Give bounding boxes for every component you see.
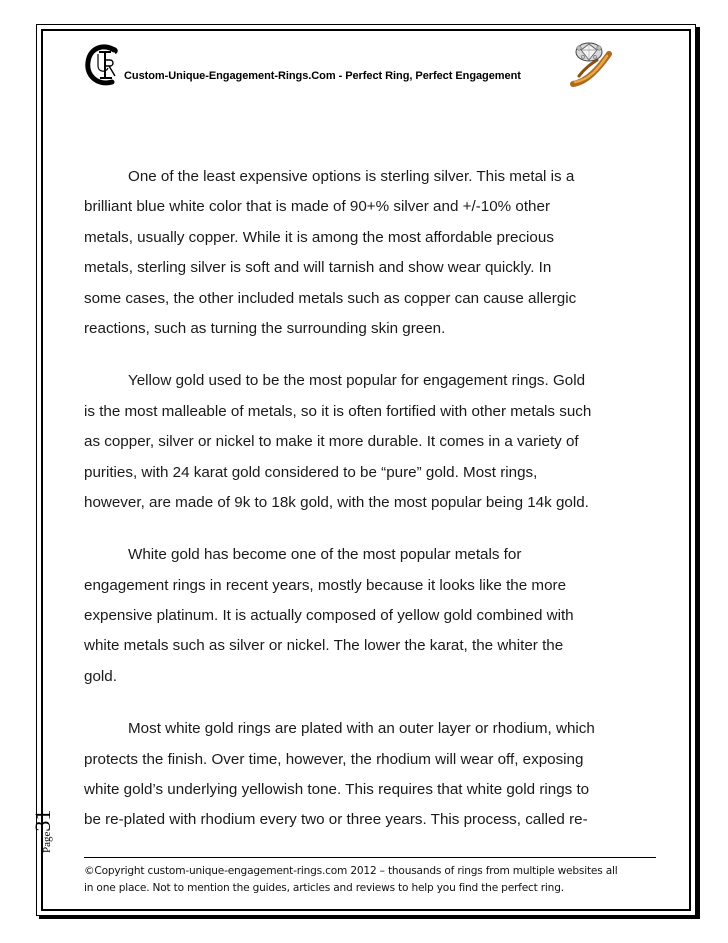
paragraph-line: metals, usually copper. While it is among the most affordable precious <box>84 228 554 246</box>
page-number: 31 <box>30 809 55 832</box>
paragraph-line: gold. <box>84 667 117 685</box>
paragraph-line: engagement rings in recent years, mostly because it looks like the more <box>84 576 567 594</box>
paragraph-line: however, are made of 9k to 18k gold, with the most popular being 14k gold. <box>84 493 589 511</box>
document-body <box>84 162 660 836</box>
paragraph-line: some cases, the other included metals such as copper can cause allergic <box>84 289 577 307</box>
footer-copyright <box>84 863 664 897</box>
paragraph-yellow-gold <box>84 366 660 518</box>
paragraph-line: as copper, silver or nickel to make it more durable. It comes in a variety of <box>84 433 579 451</box>
diamond-ring-image-icon <box>563 38 615 88</box>
paragraph-line: expensive platinum. It is actually composed of yellow gold combined with <box>84 607 574 625</box>
footer-line: ©Copyright custom-unique-engagement-rings.com 2012 – thousands of rings from multiple websites all <box>84 865 618 877</box>
paragraph-line: is the most malleable of metals, so it is often fortified with other metals such <box>84 402 592 420</box>
paragraph-line: protects the finish. Over time, however, the rhodium will wear off, exposing <box>84 750 584 768</box>
paragraph-line: White gold has become one of the most popular metals for <box>128 546 522 564</box>
paragraph-line: Most white gold rings are plated with an outer layer or rhodium, which <box>128 720 595 738</box>
page-border-shadow-bottom <box>39 916 700 919</box>
footer-line: in one place. Not to mention the guides, articles and reviews to help you find the perfect ring. <box>84 882 564 894</box>
paragraph-line: brilliant blue white color that is made of 90+% silver and +/-10% other <box>84 198 550 216</box>
paragraph-line: white gold’s underlying yellowish tone. This requires that white gold rings to <box>84 781 590 799</box>
page-number-label <box>28 805 68 855</box>
page-border-shadow-right <box>696 27 700 919</box>
paragraph-sterling-silver <box>84 162 660 344</box>
paragraph-rhodium-plating <box>84 714 660 836</box>
paragraph-line: metals, sterling silver is soft and will tarnish and show wear quickly. In <box>84 259 552 277</box>
paragraph-line: reactions, such as turning the surrounding skin green. <box>84 319 446 337</box>
header-title: Custom-Unique-Engagement-Rings.Com - Perfect Ring, Perfect Engagement <box>124 70 521 82</box>
cur-monogram-logo-icon <box>84 42 124 88</box>
paragraph-line: be re-plated with rhodium every two or three years. This process, called re- <box>84 811 588 829</box>
paragraph-line: Yellow gold used to be the most popular for engagement rings. Gold <box>128 372 586 390</box>
paragraph-line: purities, with 24 karat gold considered to be “pure” gold. Most rings, <box>84 463 538 481</box>
paragraph-white-gold <box>84 540 660 692</box>
paragraph-line: One of the least expensive options is sterling silver. This metal is a <box>128 168 575 185</box>
paragraph-line: white metals such as silver or nickel. The lower the karat, the whiter the <box>84 637 564 655</box>
page-word: Page <box>41 831 53 853</box>
footer-divider <box>84 857 656 858</box>
